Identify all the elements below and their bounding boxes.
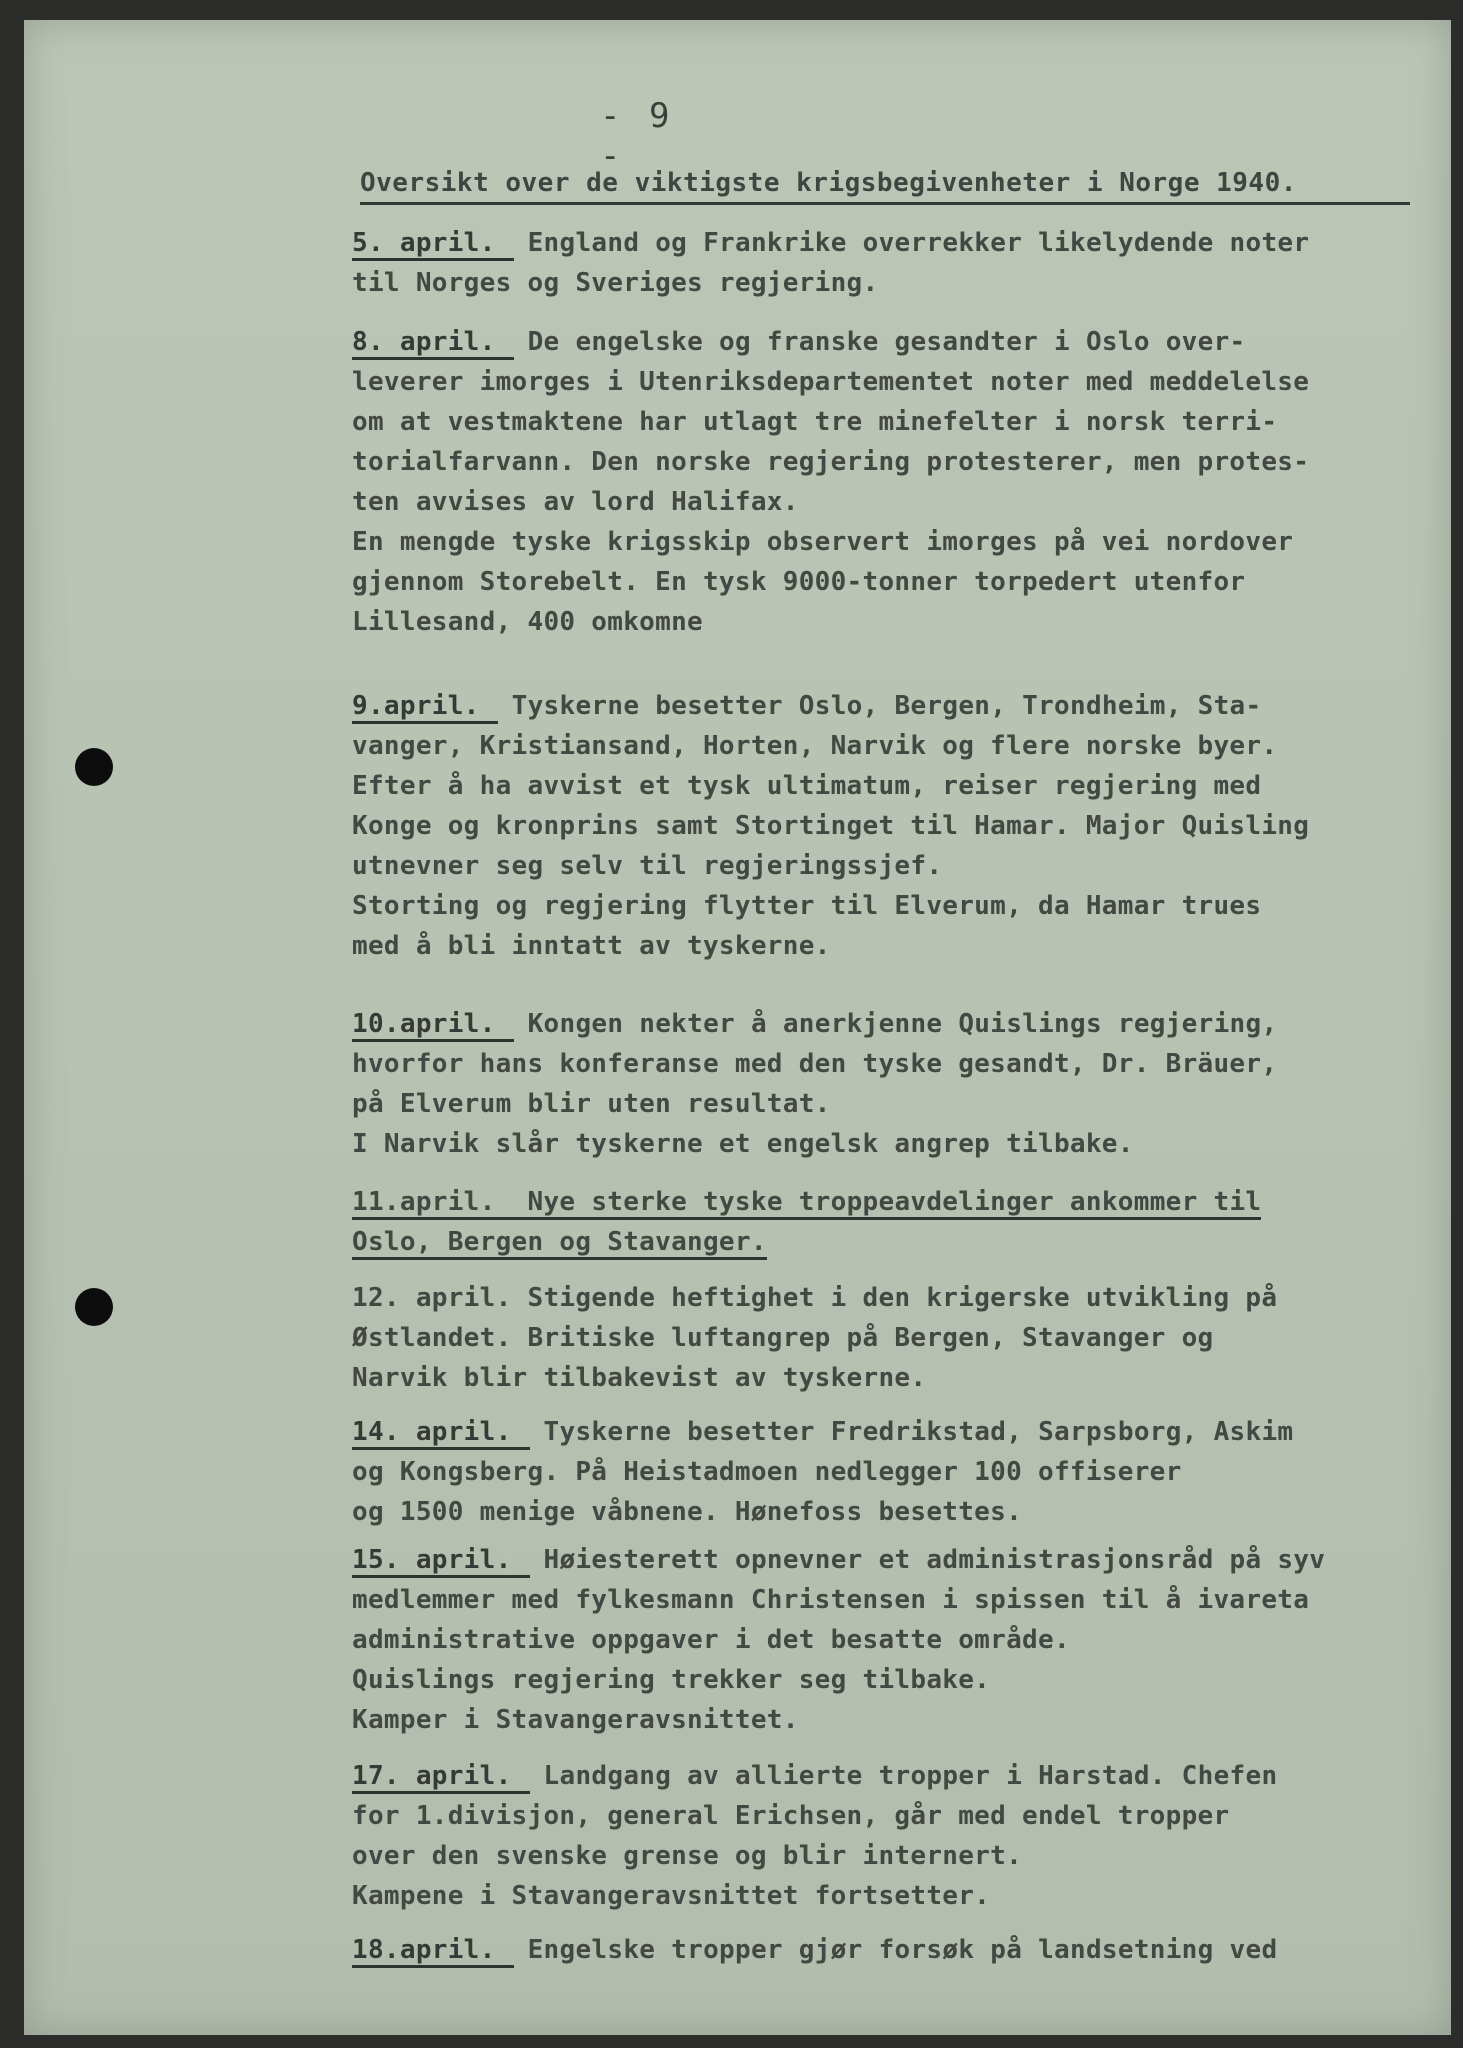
entry-line: med å bli inntatt av tyskerne.: [352, 931, 831, 961]
entry-line: torialfarvann. Den norske regjering protesterer, men protes-: [352, 447, 1310, 477]
entry-date: 8. april.: [352, 327, 514, 360]
entry-date: 5. april.: [352, 228, 514, 261]
entry-line: Tyskerne besetter Fredrikstad, Sarpsborg, Askim: [543, 1417, 1294, 1447]
entry-line: om at vestmaktene har utlagt tre minefelter i norsk terri-: [352, 407, 1278, 437]
entry-line: til Norges og Sveriges regjering.: [352, 268, 879, 298]
punch-hole: [75, 748, 113, 786]
entry-date: 18.april.: [352, 1935, 514, 1968]
entry-line: Storting og regjering flytter til Elverum, da Hamar trues: [352, 891, 1262, 921]
entry-14-april: [352, 1412, 1432, 1532]
entry-line: Efter å ha avvist et tysk ultimatum, reiser regjering med: [352, 771, 1262, 801]
entry-11-april: [352, 1182, 1432, 1262]
entry-line: I Narvik slår tyskerne et engelsk angrep tilbake.: [352, 1129, 1134, 1159]
entry-line: over den svenske grense og blir internert.: [352, 1841, 1023, 1871]
page-number: - 9 -: [600, 96, 674, 176]
entry-line: utnevner seg selv til regjeringssjef.: [352, 851, 943, 881]
entry-line: og Kongsberg. På Heistadmoen nedlegger 100 offiserer: [352, 1457, 1182, 1487]
entry-line: Nye sterke tyske troppeavdelinger ankommer til: [527, 1187, 1262, 1217]
entry-line: Tyskerne besetter Oslo, Bergen, Trondheim, Sta-: [511, 691, 1262, 721]
entry-date: 11.april.: [352, 1187, 496, 1217]
entry-line: medlemmer med fylkesmann Christensen i spissen til å ivareta: [352, 1585, 1310, 1615]
entry-line: Østlandet. Britiske luftangrep på Bergen, Stavanger og: [352, 1323, 1214, 1353]
entry-line: hvorfor hans konferanse med den tyske gesandt, Dr. Bräuer,: [352, 1049, 1278, 1079]
entry-5-april: [352, 223, 1432, 303]
entry-line: ten avvises av lord Halifax.: [352, 487, 799, 517]
entry-line: vanger, Kristiansand, Horten, Narvik og flere norske byer.: [352, 731, 1278, 761]
entry-line: for 1.divisjon, general Erichsen, går med endel tropper: [352, 1801, 1230, 1831]
entry-line: Kamper i Stavangeravsnittet.: [352, 1705, 799, 1735]
entry-line: administrative oppgaver i det besatte område.: [352, 1625, 1070, 1655]
entry-date: 9.april.: [352, 691, 498, 724]
entry-line: Kongen nekter å anerkjenne Quislings regjering,: [527, 1009, 1278, 1039]
entry-15-april: [352, 1540, 1432, 1740]
entry-line: Kampene i Stavangeravsnittet fortsetter.: [352, 1881, 991, 1911]
entry-line: Engelske tropper gjør forsøk på landsetning ved: [527, 1935, 1278, 1965]
entry-9-april: [352, 686, 1432, 966]
entry-line: og 1500 menige våbnene. Hønefoss besettes.: [352, 1497, 1023, 1527]
entry-12-april: [352, 1278, 1432, 1398]
entry-line: på Elverum blir uten resultat.: [352, 1089, 831, 1119]
entry-line: Stigende heftighet i den krigerske utvikling på: [527, 1283, 1278, 1313]
entry-date: 14. april.: [352, 1417, 530, 1450]
entry-date: 15. april.: [352, 1545, 530, 1578]
entry-line: Landgang av allierte tropper i Harstad. Chefen: [543, 1761, 1278, 1791]
entry-line: Oslo, Bergen og Stavanger.: [352, 1227, 767, 1260]
entry-line: De engelske og franske gesandter i Oslo over-: [527, 327, 1246, 357]
entry-line: Lillesand, 400 omkomne: [352, 607, 703, 637]
punch-hole: [75, 1288, 113, 1326]
entry-line: leverer imorges i Utenriksdepartementet noter med meddelelse: [352, 367, 1310, 397]
entry-line: En mengde tyske krigsskip observert imorges på vei nordover: [352, 527, 1294, 557]
entry-date: 10.april.: [352, 1009, 514, 1042]
entry-line: Konge og kronprins samt Stortinget til Hamar. Major Quisling: [352, 811, 1310, 841]
entry-line: Quislings regjering trekker seg tilbake.: [352, 1665, 991, 1695]
entry-line: gjennom Storebelt. En tysk 9000-tonner torpedert utenfor: [352, 567, 1246, 597]
entry-date: 17. april.: [352, 1761, 530, 1794]
page-title: Oversikt over de viktigste krigsbegivenheter i Norge 1940.: [360, 168, 1410, 205]
entry-18-april: [352, 1930, 1432, 1970]
entry-17-april: [352, 1756, 1432, 1916]
entry-line: Narvik blir tilbakevist av tyskerne.: [352, 1363, 927, 1393]
entry-8-april: [352, 322, 1432, 642]
entry-line: England og Frankrike overrekker likelydende noter: [527, 228, 1310, 258]
entry-date: 12. april.: [352, 1283, 512, 1313]
entry-10-april: [352, 1004, 1432, 1164]
entry-line: Høiesterett opnevner et administrasjonsråd på syv: [543, 1545, 1326, 1575]
